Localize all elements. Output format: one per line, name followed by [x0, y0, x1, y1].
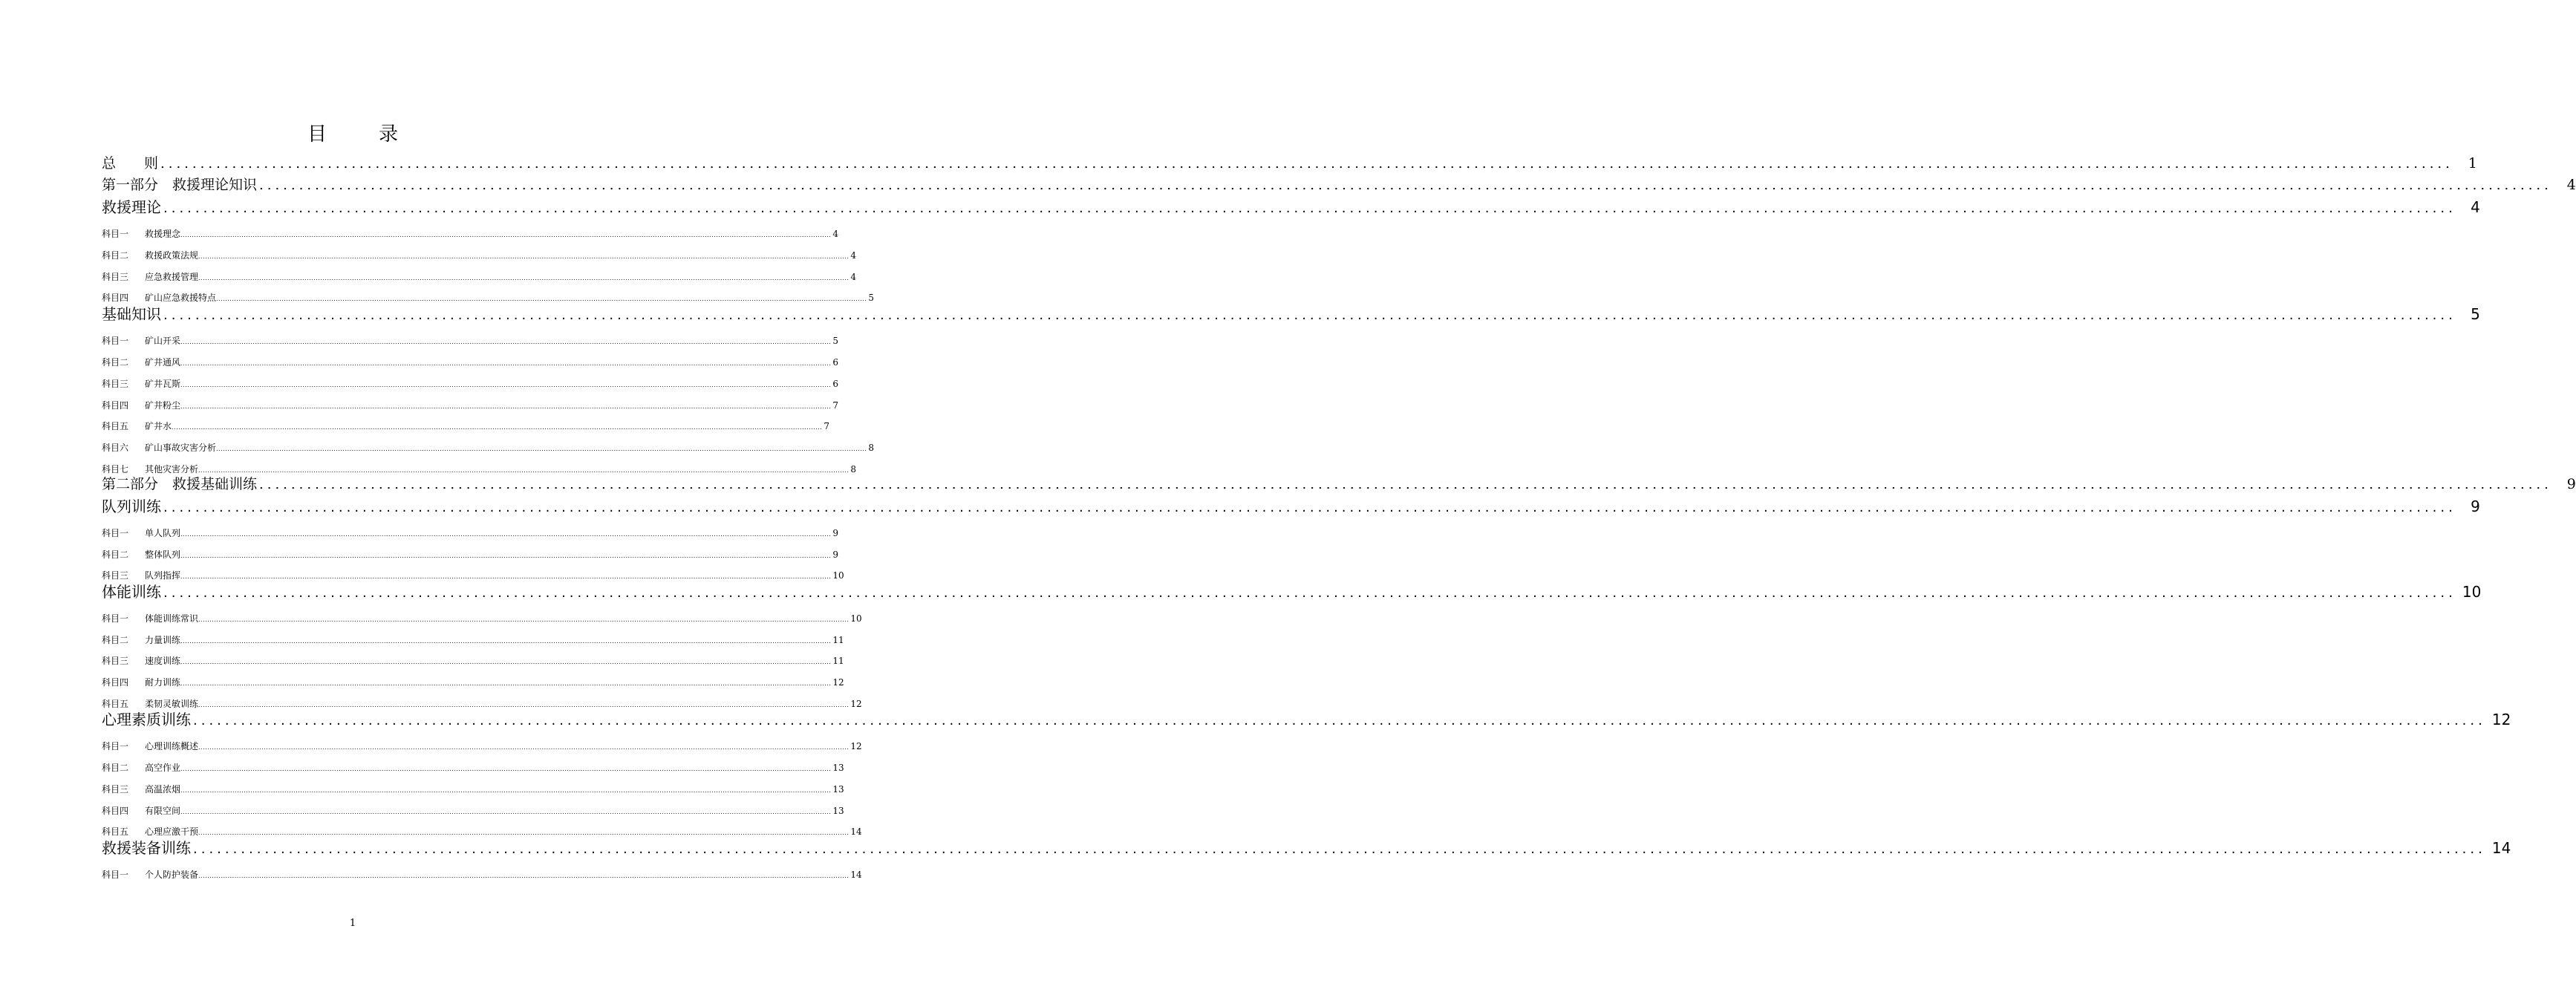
toc-subject-entry[interactable]: [102, 441, 875, 453]
subject-name: 单人队列: [145, 528, 181, 538]
toc-subject-page: 12: [850, 699, 862, 709]
toc-part-entry[interactable]: [102, 174, 2576, 195]
toc-leader-dots: ................................................................................................................................................................................................................................................................................................: [180, 638, 832, 645]
toc-subject-page: 4: [850, 250, 857, 261]
toc-entry-page: 9: [2566, 476, 2576, 492]
subject-code: 科目一: [102, 229, 129, 239]
toc-subject-entry[interactable]: [102, 783, 844, 795]
toc-leader-dots: ................................................................................................................................................................................................................................................................................................: [198, 253, 850, 260]
toc-subject-page: 4: [832, 229, 839, 239]
toc-leader-dots: ................................................................................................................................................................................................................................................................................................: [180, 680, 832, 687]
subject-name: 耐力训练: [145, 677, 181, 688]
toc-subject-label: [102, 270, 198, 283]
toc-leader-dots: ................................................................................................................................................................................................................................................................................................: [259, 177, 2552, 193]
toc-leader-dots: ................................................................................................................................................................................................................................................................................................: [180, 339, 832, 345]
subject-code: 科目三: [102, 570, 129, 581]
toc-subject-page: 9: [832, 549, 839, 560]
toc-subject-page: 6: [832, 357, 839, 368]
toc-subject-entry[interactable]: [102, 291, 875, 303]
subject-code: 科目二: [102, 763, 129, 773]
toc-entry-page: 4: [2471, 198, 2480, 216]
toc-subject-label: [102, 740, 198, 752]
toc-chapter-entry[interactable]: [102, 302, 2480, 323]
toc-subject-page: 14: [850, 826, 862, 837]
subject-code: 科目七: [102, 464, 129, 474]
toc-subject-entry[interactable]: [102, 334, 839, 346]
toc-subject-label: [102, 612, 198, 624]
toc-subject-label: [102, 334, 180, 347]
toc-subject-page: 4: [850, 272, 857, 282]
subject-code: 科目一: [102, 613, 129, 624]
subject-name: 矿井通风: [145, 357, 181, 368]
subject-name: 矿井粉尘: [145, 400, 181, 411]
toc-subject-entry[interactable]: [102, 868, 862, 880]
toc-subject-label: [102, 804, 180, 817]
subject-name: 体能训练常识: [145, 613, 199, 624]
toc-subject-page: 12: [850, 741, 862, 751]
subject-name: 矿井瓦斯: [145, 379, 181, 389]
subject-code: 科目二: [102, 549, 129, 560]
subject-name: 高空作业: [145, 763, 181, 773]
toc-subject-entry[interactable]: [102, 420, 830, 431]
toc-leader-dots: ................................................................................................................................................................................................................................................................................................: [163, 200, 2456, 216]
toc-chapter-entry[interactable]: [102, 495, 2480, 515]
toc-leader-dots: ................................................................................................................................................................................................................................................................................................: [198, 275, 850, 281]
toc-subject-entry[interactable]: [102, 249, 857, 261]
toc-subject-entry[interactable]: [102, 825, 862, 837]
toc-entry-page: 1: [2468, 155, 2477, 172]
subject-name: 速度训练: [145, 656, 181, 666]
subject-name: 队列指挥: [145, 570, 181, 581]
subject-name: 矿山应急救援特点: [145, 293, 217, 303]
toc-subject-label: [102, 420, 172, 432]
subject-code: 科目四: [102, 293, 129, 303]
toc-entry-label: 救援装备训练: [102, 839, 191, 857]
toc-leader-dots: ................................................................................................................................................................................................................................................................................................: [163, 585, 2456, 601]
toc-subject-entry[interactable]: [102, 548, 839, 560]
toc-leader-dots: ................................................................................................................................................................................................................................................................................................: [180, 403, 832, 410]
toc-subject-entry[interactable]: [102, 740, 862, 751]
subject-name: 矿井水: [145, 421, 172, 431]
toc-subject-entry[interactable]: [102, 356, 839, 368]
toc-leader-dots: ................................................................................................................................................................................................................................................................................................: [163, 307, 2456, 323]
subject-name: 其他灾害分析: [145, 464, 199, 474]
toc-entry-label: 基础知识: [102, 305, 161, 323]
toc-chapter-entry[interactable]: [102, 195, 2480, 216]
toc-subject-label: [102, 633, 180, 646]
toc-entry-label: 体能训练: [102, 583, 161, 601]
subject-code: 科目三: [102, 656, 129, 666]
toc-entry-page: 10: [2462, 583, 2482, 601]
toc-subject-label: [102, 548, 180, 561]
toc-entry-page: 12: [2491, 711, 2511, 728]
toc-part-entry[interactable]: [102, 473, 2576, 494]
toc-leader-dots: ................................................................................................................................................................................................................................................................................................: [180, 573, 832, 580]
toc-leader-dots: ................................................................................................................................................................................................................................................................................................: [180, 552, 832, 559]
toc-subject-page: 10: [850, 613, 862, 624]
toc-entry-label: 第二部分 救援基础训练: [102, 476, 258, 492]
toc-leader-dots: ................................................................................................................................................................................................................................................................................................: [216, 446, 867, 452]
toc-subject-page: 8: [850, 464, 857, 474]
subject-code: 科目三: [102, 784, 129, 795]
subject-code: 科目五: [102, 826, 129, 837]
subject-code: 科目五: [102, 699, 129, 709]
subject-code: 科目六: [102, 443, 129, 453]
subject-code: 科目四: [102, 400, 129, 411]
subject-name: 救援政策法规: [145, 250, 199, 261]
toc-subject-label: [102, 441, 216, 454]
toc-part-entry[interactable]: [102, 152, 2477, 173]
toc-leader-dots: ................................................................................................................................................................................................................................................................................................: [163, 500, 2456, 515]
toc-subject-page: 12: [832, 677, 844, 688]
toc-subject-page: 7: [824, 421, 830, 431]
toc-leader-dots: ................................................................................................................................................................................................................................................................................................: [198, 467, 850, 474]
toc-subject-entry[interactable]: [102, 227, 839, 239]
toc-subject-entry[interactable]: [102, 399, 839, 411]
subject-name: 高温浓烟: [145, 784, 181, 795]
toc-subject-label: [102, 227, 180, 240]
toc-entry-page: 9: [2471, 498, 2480, 515]
toc-subject-label: [102, 676, 180, 688]
title-char-right: 录: [379, 123, 399, 146]
toc-subject-page: 6: [832, 379, 839, 389]
toc-subject-label: [102, 868, 198, 881]
subject-code: 科目二: [102, 250, 129, 261]
subject-name: 心理训练概述: [145, 741, 199, 751]
toc-entry-page: 4: [2566, 177, 2576, 193]
toc-subject-label: [102, 526, 180, 539]
subject-code: 科目一: [102, 870, 129, 880]
subject-code: 科目二: [102, 635, 129, 645]
toc-subject-page: 14: [850, 870, 862, 880]
toc-leader-dots: ................................................................................................................................................................................................................................................................................................: [259, 477, 2552, 492]
toc-entry-label: 救援理论: [102, 198, 161, 216]
toc-leader-dots: ................................................................................................................................................................................................................................................................................................: [180, 787, 832, 794]
subject-name: 矿山开采: [145, 336, 181, 346]
subject-code: 科目二: [102, 357, 129, 368]
toc-entry-label: 第一部分 救援理论知识: [102, 177, 258, 193]
subject-code: 科目四: [102, 677, 129, 688]
toc-subject-page: 8: [868, 443, 875, 453]
toc-leader-dots: ................................................................................................................................................................................................................................................................................................: [198, 702, 850, 708]
toc-leader-dots: ................................................................................................................................................................................................................................................................................................: [172, 424, 823, 431]
toc-leader-dots: ................................................................................................................................................................................................................................................................................................: [198, 829, 850, 836]
subject-name: 心理应激干预: [145, 826, 199, 837]
subject-name: 有限空间: [145, 806, 181, 816]
toc-subject-entry[interactable]: [102, 612, 862, 624]
toc-subject-entry[interactable]: [102, 804, 844, 816]
toc-subject-page: 9: [832, 528, 839, 538]
subject-name: 矿山事故灾害分析: [145, 443, 217, 453]
toc-subject-entry[interactable]: [102, 270, 857, 282]
toc-subject-entry[interactable]: [102, 633, 844, 645]
toc-subject-label: [102, 761, 180, 774]
subject-code: 科目五: [102, 421, 129, 431]
subject-code: 科目三: [102, 272, 129, 282]
toc-subject-page: 11: [832, 635, 844, 645]
toc-subject-label: [102, 654, 180, 667]
toc-subject-label: [102, 356, 180, 368]
toc-chapter-entry[interactable]: [102, 580, 2482, 601]
toc-subject-label: [102, 783, 180, 795]
toc-leader-dots: ................................................................................................................................................................................................................................................................................................: [198, 744, 850, 751]
toc-entry-label: 总 则: [102, 155, 159, 172]
subject-code: 科目一: [102, 336, 129, 346]
toc-leader-dots: ................................................................................................................................................................................................................................................................................................: [198, 873, 850, 879]
toc-leader-dots: ................................................................................................................................................................................................................................................................................................: [180, 360, 832, 367]
toc-subject-label: [102, 377, 180, 390]
subject-name: 力量训练: [145, 635, 181, 645]
toc-subject-page: 10: [832, 570, 844, 581]
toc-leader-dots: ................................................................................................................................................................................................................................................................................................: [160, 156, 2453, 172]
toc-subject-entry[interactable]: [102, 654, 844, 666]
title-char-left: 目: [307, 123, 327, 146]
toc-leader-dots: ................................................................................................................................................................................................................................................................................................: [180, 659, 832, 665]
subject-code: 科目四: [102, 806, 129, 816]
toc-subject-page: 7: [832, 400, 839, 411]
toc-subject-entry[interactable]: [102, 526, 839, 538]
page-title: [0, 119, 705, 146]
toc-chapter-entry[interactable]: [102, 836, 2511, 857]
page-number: 1: [349, 918, 356, 929]
toc-leader-dots: ................................................................................................................................................................................................................................................................................................: [193, 713, 2486, 728]
toc-leader-dots: ................................................................................................................................................................................................................................................................................................: [180, 531, 832, 538]
toc-chapter-entry[interactable]: [102, 708, 2511, 728]
toc-entry-page: 14: [2491, 839, 2511, 857]
toc-subject-page: 13: [832, 784, 844, 795]
toc-leader-dots: ................................................................................................................................................................................................................................................................................................: [180, 232, 832, 238]
toc-subject-entry[interactable]: [102, 676, 844, 688]
subject-name: 柔韧灵敏训练: [145, 699, 199, 709]
subject-name: 救援理念: [145, 229, 181, 239]
toc-subject-entry[interactable]: [102, 761, 844, 773]
toc-subject-entry[interactable]: [102, 569, 844, 581]
toc-subject-label: [102, 249, 198, 261]
toc-entry-page: 5: [2471, 305, 2480, 323]
subject-name: 整体队列: [145, 549, 181, 560]
toc-subject-page: 5: [868, 293, 875, 303]
subject-code: 科目三: [102, 379, 129, 389]
toc-subject-page: 11: [832, 656, 844, 666]
toc-leader-dots: ................................................................................................................................................................................................................................................................................................: [180, 382, 832, 388]
subject-name: 应急救援管理: [145, 272, 199, 282]
toc-subject-page: 13: [832, 806, 844, 816]
toc-leader-dots: ................................................................................................................................................................................................................................................................................................: [180, 809, 832, 815]
toc-leader-dots: ................................................................................................................................................................................................................................................................................................: [216, 296, 867, 302]
toc-leader-dots: ................................................................................................................................................................................................................................................................................................: [193, 841, 2486, 857]
toc-leader-dots: ................................................................................................................................................................................................................................................................................................: [180, 766, 832, 772]
toc-entry-label: 心理素质训练: [102, 711, 191, 728]
subject-code: 科目一: [102, 528, 129, 538]
toc-subject-page: 5: [832, 336, 839, 346]
toc-subject-page: 13: [832, 763, 844, 773]
subject-name: 个人防护装备: [145, 870, 199, 880]
toc-entry-label: 队列训练: [102, 498, 161, 515]
subject-code: 科目一: [102, 741, 129, 751]
toc-subject-label: [102, 399, 180, 411]
toc-subject-entry[interactable]: [102, 377, 839, 389]
toc-leader-dots: ................................................................................................................................................................................................................................................................................................: [198, 616, 850, 623]
